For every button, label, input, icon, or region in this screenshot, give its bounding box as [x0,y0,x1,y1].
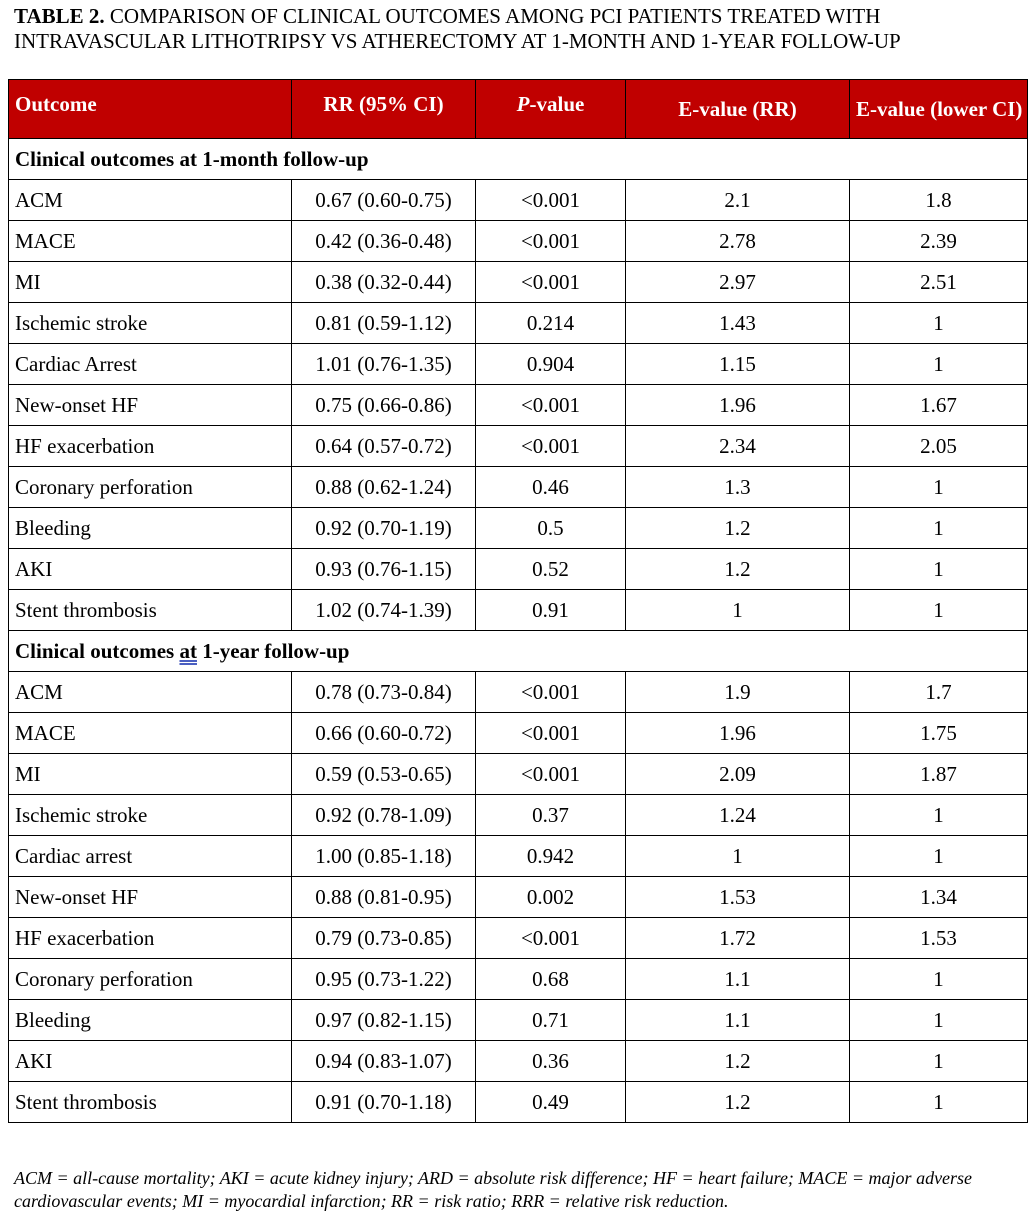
table-row [9,385,1028,426]
rr-cell: 0.92 (0.78-1.09) [292,795,476,836]
outcome-cell: AKI [9,1041,292,1082]
rr-cell: 0.97 (0.82-1.15) [292,1000,476,1041]
evalue-rr-cell: 1.53 [626,877,850,918]
evalue-rr-cell: 2.09 [626,754,850,795]
p-value-cell: 0.942 [476,836,626,877]
evalue-rr-cell: 1.96 [626,713,850,754]
evalue-lower-cell: 2.51 [850,262,1028,303]
outcome-cell: MI [9,754,292,795]
table-row [9,1000,1028,1041]
header-row [9,80,1028,139]
rr-cell: 0.38 (0.32-0.44) [292,262,476,303]
p-value-cell: 0.71 [476,1000,626,1041]
evalue-lower-cell: 1 [850,959,1028,1000]
outcome-cell: Coronary perforation [9,467,292,508]
outcome-cell: Stent thrombosis [9,1082,292,1123]
outcome-cell: MACE [9,713,292,754]
p-value-cell: <0.001 [476,385,626,426]
evalue-lower-cell: 1 [850,344,1028,385]
p-value-cell: 0.36 [476,1041,626,1082]
table-row [9,1041,1028,1082]
table-row [9,795,1028,836]
rr-cell: 0.88 (0.62-1.24) [292,467,476,508]
p-value-cell: <0.001 [476,754,626,795]
outcome-cell: HF exacerbation [9,918,292,959]
evalue-lower-cell: 1 [850,1000,1028,1041]
outcome-cell: Coronary perforation [9,959,292,1000]
p-value-cell: 0.49 [476,1082,626,1123]
header-outcome: Outcome [9,80,292,139]
section-title-text: at 1-month follow-up [179,146,369,171]
header-p-rest: -value [529,92,585,116]
p-value-cell: 0.214 [476,303,626,344]
evalue-lower-cell: 1.87 [850,754,1028,795]
outcome-cell: Stent thrombosis [9,590,292,631]
outcome-cell: Cardiac arrest [9,836,292,877]
rr-cell: 0.95 (0.73-1.22) [292,959,476,1000]
rr-cell: 0.91 (0.70-1.18) [292,1082,476,1123]
evalue-lower-cell: 1 [850,836,1028,877]
p-value-cell: 0.002 [476,877,626,918]
evalue-lower-cell: 1 [850,795,1028,836]
evalue-lower-cell: 1.7 [850,672,1028,713]
section-title-text: Clinical outcomes [15,146,180,171]
evalue-lower-cell: 2.05 [850,426,1028,467]
evalue-rr-cell: 1 [626,590,850,631]
table-row [9,221,1028,262]
outcome-cell: New-onset HF [9,877,292,918]
evalue-lower-cell: 1 [850,1041,1028,1082]
table-row [9,918,1028,959]
header-evalue-lower: E-value (lower CI) [850,80,1028,139]
rr-cell: 0.88 (0.81-0.95) [292,877,476,918]
p-value-cell: 0.46 [476,467,626,508]
table-row [9,344,1028,385]
table-header [9,80,1028,139]
table-row [9,180,1028,221]
outcome-cell: MI [9,262,292,303]
section-title-marked-word: at [179,638,197,663]
evalue-rr-cell: 1.9 [626,672,850,713]
outcome-cell: ACM [9,180,292,221]
table-caption [14,4,1024,54]
outcome-cell: New-onset HF [9,385,292,426]
rr-cell: 0.94 (0.83-1.07) [292,1041,476,1082]
evalue-rr-cell: 1.96 [626,385,850,426]
outcome-cell: Ischemic stroke [9,795,292,836]
rr-cell: 1.02 (0.74-1.39) [292,590,476,631]
evalue-rr-cell: 1.15 [626,344,850,385]
header-rr: RR (95% CI) [292,80,476,139]
evalue-lower-cell: 1.67 [850,385,1028,426]
rr-cell: 1.01 (0.76-1.35) [292,344,476,385]
evalue-rr-cell: 1.24 [626,795,850,836]
p-value-cell: 0.5 [476,508,626,549]
p-value-cell: <0.001 [476,426,626,467]
evalue-lower-cell: 2.39 [850,221,1028,262]
table-row [9,426,1028,467]
evalue-lower-cell: 1 [850,590,1028,631]
table-row [9,959,1028,1000]
rr-cell: 0.93 (0.76-1.15) [292,549,476,590]
outcome-cell: AKI [9,549,292,590]
header-p-value [476,80,626,139]
evalue-rr-cell: 1.1 [626,1000,850,1041]
p-value-cell: <0.001 [476,180,626,221]
rr-cell: 0.67 (0.60-0.75) [292,180,476,221]
p-value-cell: <0.001 [476,713,626,754]
p-value-cell: 0.37 [476,795,626,836]
table-body [9,139,1028,1123]
table-row [9,508,1028,549]
evalue-lower-cell: 1 [850,467,1028,508]
rr-cell: 0.59 (0.53-0.65) [292,754,476,795]
evalue-rr-cell: 2.97 [626,262,850,303]
evalue-rr-cell: 1.3 [626,467,850,508]
table-row [9,467,1028,508]
table-row [9,1082,1028,1123]
p-value-cell: 0.52 [476,549,626,590]
table-row [9,262,1028,303]
outcome-cell: HF exacerbation [9,426,292,467]
table-caption-text: COMPARISON OF CLINICAL OUTCOMES AMONG PCI PATIENTS TREATED WITH INTRAVASCULAR LITHOTRIPSY VS ATHERECTOMY AT 1-MONTH AND 1-YEAR FOLLOW-UP [14,4,901,53]
table-row [9,754,1028,795]
outcome-cell: Bleeding [9,508,292,549]
section-header-row [9,139,1028,180]
table-row [9,836,1028,877]
header-evalue-rr: E-value (RR) [626,80,850,139]
evalue-rr-cell: 2.34 [626,426,850,467]
rr-cell: 0.64 (0.57-0.72) [292,426,476,467]
outcome-cell: Cardiac Arrest [9,344,292,385]
p-value-cell: 0.91 [476,590,626,631]
rr-cell: 0.78 (0.73-0.84) [292,672,476,713]
section-title-text: 1-year follow-up [196,638,350,663]
evalue-lower-cell: 1 [850,508,1028,549]
table-row [9,877,1028,918]
evalue-rr-cell: 1.43 [626,303,850,344]
outcome-cell: ACM [9,672,292,713]
evalue-rr-cell: 1.1 [626,959,850,1000]
table-caption-label: TABLE 2. [14,4,105,28]
outcome-cell: MACE [9,221,292,262]
evalue-rr-cell: 2.78 [626,221,850,262]
section-title [9,139,1028,180]
evalue-rr-cell: 1.72 [626,918,850,959]
evalue-lower-cell: 1.34 [850,877,1028,918]
outcome-cell: Ischemic stroke [9,303,292,344]
table-row [9,672,1028,713]
rr-cell: 0.92 (0.70-1.19) [292,508,476,549]
evalue-rr-cell: 1.2 [626,1082,850,1123]
evalue-lower-cell: 1 [850,303,1028,344]
section-header-row [9,631,1028,672]
rr-cell: 0.81 (0.59-1.12) [292,303,476,344]
outcomes-table [8,79,1028,1123]
section-title-text: Clinical outcomes [15,638,180,663]
evalue-lower-cell: 1.53 [850,918,1028,959]
p-value-cell: 0.68 [476,959,626,1000]
table-footnote: ACM = all-cause mortality; AKI = acute kidney injury; ARD = absolute risk difference; HF = heart failure; MACE = major adverse cardiovascular events; MI = myocardial infarction; RR = risk ratio; RRR = relative risk reduction. [14,1168,973,1211]
evalue-rr-cell: 1.2 [626,508,850,549]
evalue-rr-cell: 1 [626,836,850,877]
evalue-lower-cell: 1.75 [850,713,1028,754]
rr-cell: 0.75 (0.66-0.86) [292,385,476,426]
rr-cell: 0.79 (0.73-0.85) [292,918,476,959]
evalue-lower-cell: 1 [850,549,1028,590]
section-title [9,631,1028,672]
evalue-lower-cell: 1 [850,1082,1028,1123]
table-row [9,549,1028,590]
rr-cell: 0.66 (0.60-0.72) [292,713,476,754]
table-row [9,303,1028,344]
evalue-rr-cell: 1.2 [626,1041,850,1082]
rr-cell: 1.00 (0.85-1.18) [292,836,476,877]
p-value-cell: <0.001 [476,918,626,959]
outcome-cell: Bleeding [9,1000,292,1041]
p-value-cell: <0.001 [476,221,626,262]
table-row [9,590,1028,631]
evalue-rr-cell: 1.2 [626,549,850,590]
p-value-cell: <0.001 [476,672,626,713]
p-value-cell: <0.001 [476,262,626,303]
table-row [9,713,1028,754]
rr-cell: 0.42 (0.36-0.48) [292,221,476,262]
evalue-rr-cell: 2.1 [626,180,850,221]
header-p-italic: P [516,92,530,116]
evalue-lower-cell: 1.8 [850,180,1028,221]
p-value-cell: 0.904 [476,344,626,385]
